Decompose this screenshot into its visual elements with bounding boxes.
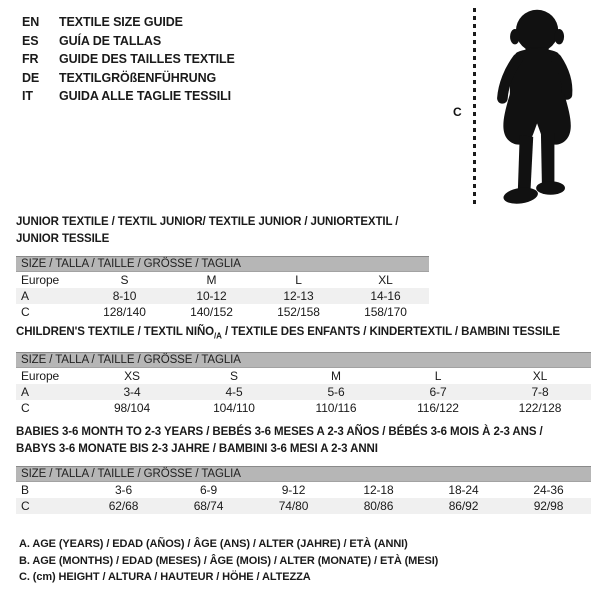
cell-value: 74/80 [278,499,309,513]
table-row [16,272,429,288]
table-row [16,368,591,384]
cell-value: 68/74 [193,499,224,513]
row-label: C [21,401,30,416]
row-label: Europe [21,273,60,287]
language-row [22,32,235,51]
cell-value: 3-4 [123,385,141,400]
cell-value: 14-16 [370,289,401,303]
table-row [16,384,591,400]
table-title-line: BABYS 3-6 MONATE BIS 2-3 JAHRE / BAMBINI 3-6 MESI A 2-3 ANNI [16,443,378,455]
cell-value: 9-12 [281,483,306,497]
size-band-header: SIZE / TALLA / TAILLE / GRÖSSE / TAGLIA [16,466,591,482]
cell-value: 18-24 [448,483,479,497]
cell-value: 140/152 [190,305,233,319]
row-label: A [21,385,29,400]
cell-value: L [434,369,442,384]
language-row [22,87,235,106]
table-row [16,304,429,320]
cell-value: 5-6 [327,385,345,400]
language-row [22,13,235,32]
cell-value: 104/110 [213,401,255,416]
cell-value: 110/116 [315,401,357,416]
children-table-title [16,324,591,344]
cell-value: 4-5 [225,385,243,400]
language-row [22,50,235,69]
cell-value: 80/86 [363,499,394,513]
cell-value: XL [532,369,548,384]
cell-value: L [295,273,302,287]
table-title-line: CHILDREN'S TEXTILE / TEXTIL $NIÑO_{/A}$ / TEXTILE DES ENFANTS / KINDERTEXTIL / BAMBINI TESSILE [16,326,560,341]
table-title-line: BABIES 3-6 MONTH TO 2-3 YEARS / BEBÉS 3-6 MESES A 2-3 AÑOS / BÉBÉS 3-6 MOIS À 2-3 ANS / [16,426,543,438]
table-row [16,400,591,416]
babies-table-title [16,424,591,458]
toddler-silhouette-icon [486,6,592,210]
babies-size-table [16,424,591,514]
footnote: B. AGE (MONTHS) / EDAD (MESES) / ÂGE (MOIS) / ALTER (MONATE) / ETÀ (MESI) [19,554,439,567]
cell-value: 6-7 [429,385,447,400]
cell-value: XS [124,369,140,384]
language-label: TEXTILGRÖßENFÜHRUNG [59,70,217,85]
cell-value: 128/140 [103,305,146,319]
language-code: IT [22,89,33,103]
table-title-line: JUNIOR TEXTILE / TEXTIL JUNIOR/ TEXTILE JUNIOR / JUNIORTEXTIL / JUNIOR TESSILE [16,216,399,245]
cell-value: XL [378,273,393,287]
footnote: A. AGE (YEARS) / EDAD (AÑOS) / ÂGE (ANS) / ALTER (JAHRE) / ETÀ (ANNI) [19,538,408,550]
row-label: C [21,305,30,319]
cell-value: S [230,369,238,384]
cell-value: M [331,369,341,384]
cell-value: 12-13 [283,289,314,303]
cell-value: 10-12 [196,289,227,303]
cell-value: 152/158 [277,305,320,319]
table-row [16,498,591,514]
language-code: FR [22,52,39,66]
toddler-figure [450,4,598,214]
language-code: ES [22,33,39,48]
cell-value: 62/68 [108,499,139,513]
footnote: C. (cm) HEIGHT / ALTURA / HAUTEUR / HÖHE / ALTEZZA [19,571,311,583]
cell-value: 12-18 [363,483,394,497]
row-label: C [21,499,30,513]
language-label: GUÍA DE TALLAS [59,33,162,48]
size-band-header: SIZE / TALLA / TAILLE / GRÖSSE / TAGLIA [16,256,429,272]
cell-value: 86/92 [448,499,479,513]
junior-table-title [16,214,429,248]
children-size-table [16,324,591,416]
language-code: DE [22,70,40,85]
footnotes [19,536,438,586]
language-code: EN [22,15,40,29]
row-label: B [21,483,29,497]
table-row [16,288,429,304]
language-label: TEXTILE SIZE GUIDE [59,15,183,29]
language-label: GUIDE DES TAILLES TEXTILE [59,52,235,66]
language-header [22,13,235,106]
cell-value: 24-36 [533,483,564,497]
cell-value: 92/98 [533,499,564,513]
language-row [22,69,235,88]
language-label: GUIDA ALLE TAGLIE TESSILI [59,89,232,103]
cell-value: 7-8 [531,385,549,400]
table-row [16,482,591,498]
cell-value: M [206,273,217,287]
row-label: Europe [21,369,60,384]
junior-size-table [16,214,429,320]
cell-value: 116/122 [417,401,459,416]
cell-value: 8-10 [112,289,137,303]
height-measure-label: C [453,105,462,119]
cell-value: 122/128 [518,401,562,416]
cell-value: S [120,273,129,287]
cell-value: 3-6 [114,483,133,497]
cell-value: 98/104 [113,401,151,416]
size-band-header: SIZE / TALLA / TAILLE / GRÖSSE / TAGLIA [16,352,591,368]
height-measure-dotted-line [473,8,476,208]
row-label: A [21,289,29,303]
cell-value: 6-9 [199,483,218,497]
cell-value: 158/170 [364,305,407,319]
